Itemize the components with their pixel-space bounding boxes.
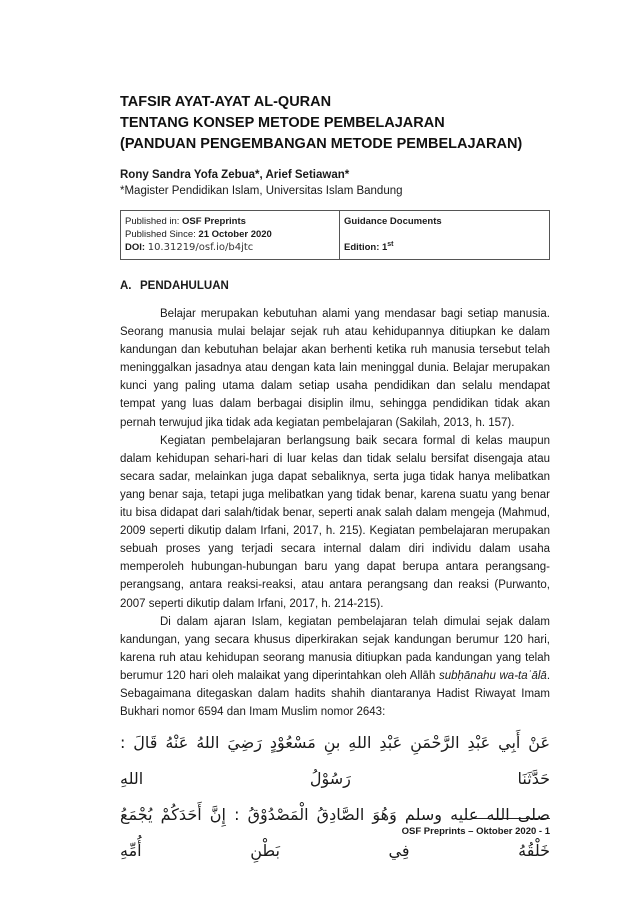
- published-in-value: OSF Preprints: [182, 216, 246, 227]
- paper-page: [120, 92, 550, 869]
- paragraph-3-part-b: . Sebagaimana ditegaskan dalam hadits shahih diantaranya Hadist Riwayat Imam Bukhari nomor 6594 dan Imam Muslim nomor 2643:: [120, 669, 551, 719]
- paragraph-2: Kegiatan pembelajaran berlangsung baik secara formal di kelas maupun dalam kehidupan sehari-hari di luar kelas dan tidak selalu bersifat disengaja atau secara sadar, melainkan juga dapat sebaliknya, serta juga tidak hanya melibatkan yang benar saja, tetapi juga melibatkan yang tidak benar, karena suatu yang benar itu bisa didapat dari salah/tidak benar, seperti anak salah dalam mengeja (Mahmud, 2009 seperti dikutip dalam Irfani, 2017, h. 215). Kegiatan pembelajaran merupakan sebuah proses yang terjadi secara internal dalam diri individu dalam usaha memperoleh hubungan-hubungan baru yang dapat berupa antara perangsang-perangsang, antara reaksi-reaksi, atau antara perangsang dan reaksi (Purwanto, 2007 seperti dikutip dalam Irfani, 2017, h. 214-215).: [120, 434, 550, 610]
- edition: [344, 241, 545, 254]
- title-line-3: (PANDUAN PENGEMBANGAN METODE PEMBELAJARAN): [120, 136, 523, 152]
- section-title: PENDAHULUAN: [140, 280, 229, 292]
- meta-left-column: [121, 211, 340, 259]
- edition-label: Edition: 1: [344, 242, 388, 253]
- published-in-row: [125, 215, 335, 228]
- title-line-2: TENTANG KONSEP METODE PEMBELAJARAN: [120, 115, 445, 131]
- doi-row: [125, 241, 335, 254]
- affiliation: *Magister Pendidikan Islam, Universitas Islam Bandung: [120, 185, 403, 197]
- paragraph-1: Belajar merupakan kebutuhan alami yang mendasar bagi setiap manusia. Seorang manusia mulai belajar sejak ruh atau kehidupannya ditiupkan ke dalam kandungan dan kebutuhan belajar akan berhenti ketika ruh manusia tersebut telah meninggalkan jasadnya atau dengan kata lain meninggal dunia. Belajar merupakan kunci yang paling utama dalam setiap usaha pendidikan dan selalu mendapat tempat yang luas dalam berbagai disiplin ilmu, sehingga pendidikan tidak akan pernah terwujud jika tidak ada kegiatan pembelajaran (Sakilah, 2013, h. 157).: [120, 308, 550, 429]
- doi-link[interactable]: 10.31219/osf.io/b4jtc: [147, 242, 254, 253]
- paper-title: [120, 92, 550, 155]
- published-since-value: 21 October 2020: [198, 229, 272, 240]
- footer-divider: [472, 818, 550, 819]
- published-in-label: Published in:: [125, 216, 183, 227]
- arabic-hadith-line-1: عَنْ أَبِي عَبْدِ الرَّحْمَنِ عَبْدِ اللهِ بنِ مَسْعُوْدٍ رَضِيَ اللهُ عَنْهُ قَالَ : حَدَّثَنَا رَسُوْلُ اللهِ: [120, 733, 550, 789]
- section-heading: [120, 278, 550, 294]
- authors: Rony Sandra Yofa Zebua*, Arief Setiawan*: [120, 169, 350, 181]
- meta-right-column: [340, 211, 549, 259]
- published-since-label: Published Since:: [125, 229, 199, 240]
- arabic-hadith-line-2: صلى الله عليه وسلم وَهُوَ الصَّادِقُ الْمَصْدُوْقُ : إِنَّ أَحَدَكُمْ يُجْمَعُ خَلْقُهُ فِي بَطْنِ أُمِّهِ: [120, 805, 550, 861]
- paragraph-3-part-a: Di dalam ajaran Islam, kegiatan pembelajaran telah dimulai sejak dalam kandungan, yang secara khusus diperkirakan sejak kandungan berumur 120 hari, karena ruh atau kehidupan seorang manusia ditiupkan pada kandungan yang telah berumur 120 hari oleh malaikat yang diperintahkan oleh Allāh: [120, 615, 550, 682]
- paragraph-3-italic: subḥānahu wa-taʿālā: [438, 669, 547, 682]
- paragraph-3: [120, 613, 550, 722]
- title-line-1: TAFSIR AYAT-AYAT AL-QURAN: [120, 94, 332, 110]
- doi-label: DOI:: [125, 242, 148, 253]
- body-text: [120, 305, 550, 721]
- publication-meta-box: [120, 210, 550, 260]
- published-since-row: [125, 228, 335, 241]
- edition-superscript: st: [387, 240, 394, 248]
- page-footer: OSF Preprints – Oktober 2020 - 1: [401, 826, 550, 837]
- document-type: Guidance Documents: [344, 216, 442, 227]
- section-number: A.: [120, 280, 132, 292]
